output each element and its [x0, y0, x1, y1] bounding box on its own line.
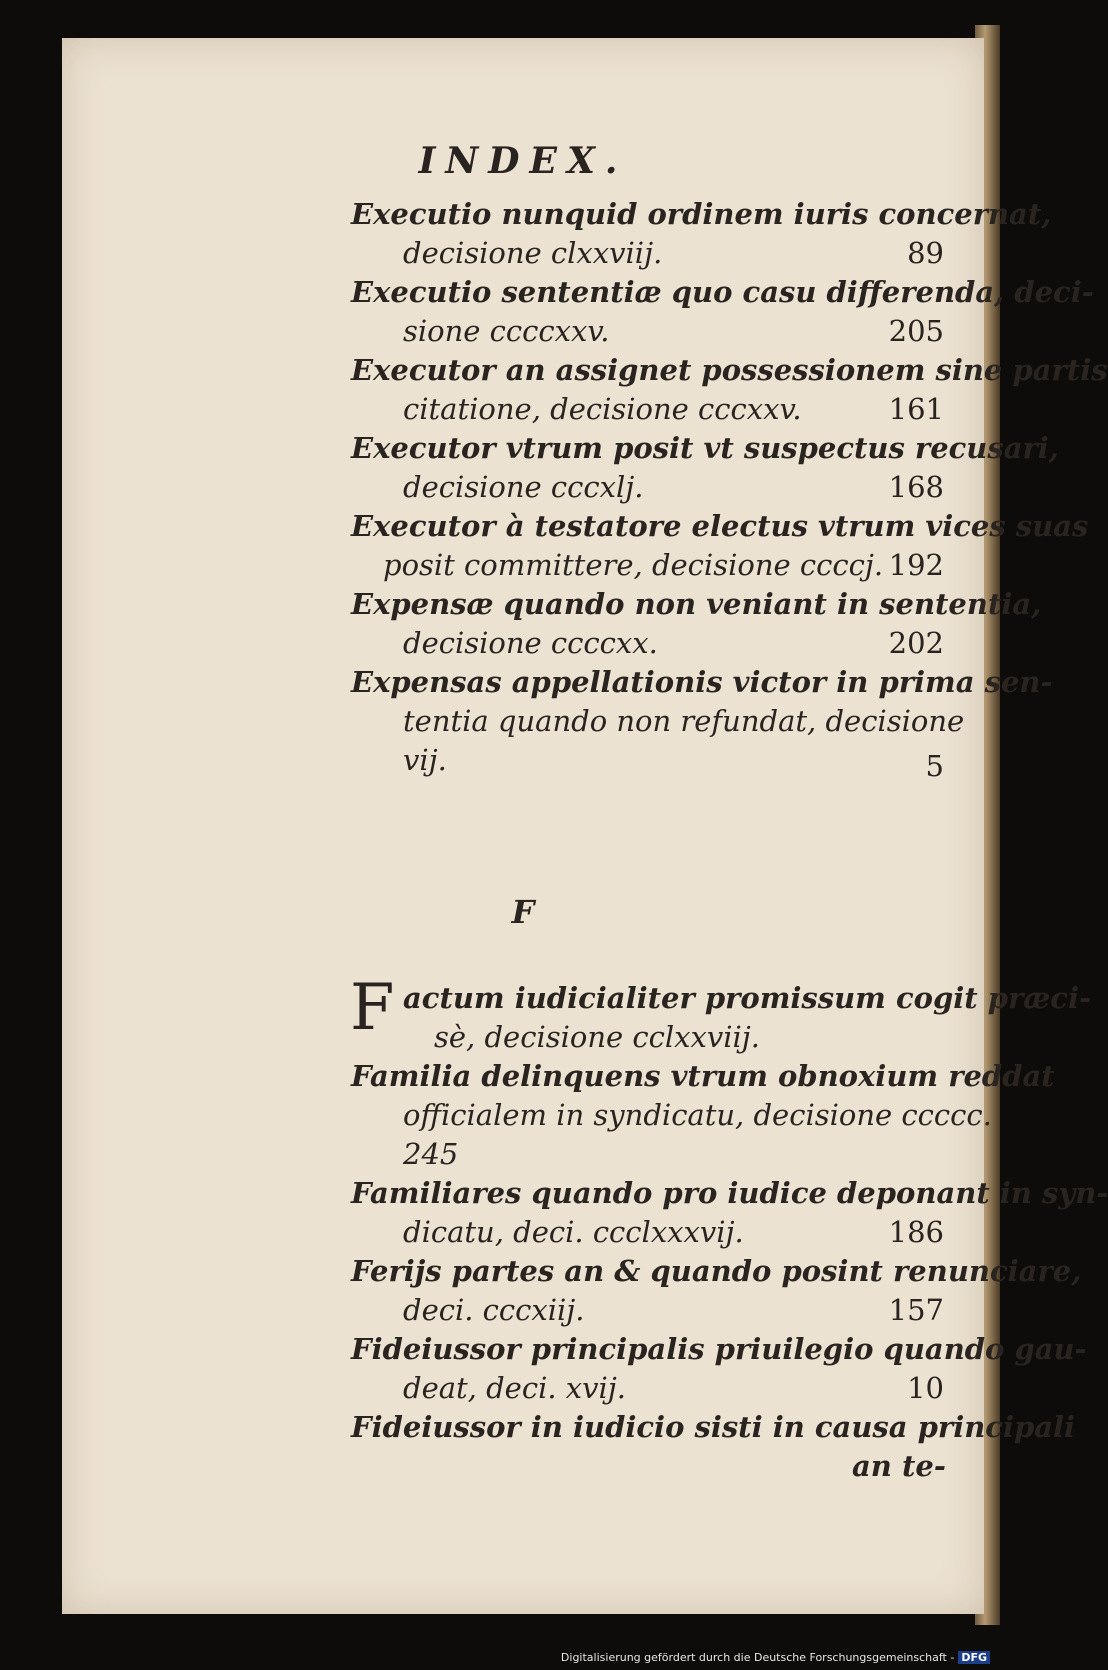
entry-line: Executor vtrum posit vt suspectus recusari, [351, 431, 1059, 465]
entry-line: decisione cccxlj. [403, 470, 644, 504]
entry-page-number: 89 [907, 236, 944, 270]
entry-line: Fideiussor in iudicio sisti in causa principali [351, 1410, 1076, 1444]
drop-cap: F [350, 971, 395, 1045]
entry-line: Executio nunquid ordinem iuris concernat, [351, 197, 1052, 231]
entry-line: tentia quando non refundat, decisione [403, 704, 965, 738]
entry-line: deci. cccxiij. [403, 1293, 585, 1327]
entry-line: vij. [403, 743, 447, 777]
page-content [62, 38, 1108, 1614]
entry-line: Expensæ quando non veniant in sententia, [351, 587, 1042, 621]
dfg-logo: DFG [958, 1651, 990, 1664]
entry-page-number: 161 [888, 392, 944, 426]
entry-line: posit committere, decisione ccccj. [383, 548, 884, 582]
entry-line: 245 [403, 1137, 459, 1171]
entry-page-number: 205 [888, 314, 944, 348]
digitization-footer [561, 1651, 990, 1664]
entry-page-number: 186 [888, 1215, 944, 1249]
entry-line: Familiares quando pro iudice deponant in syn- [351, 1176, 1108, 1210]
page-heading: INDEX. [418, 140, 628, 182]
entry-line: Fideiussor principalis priuilegio quando gau- [351, 1332, 1087, 1366]
entry-line: deat, deci. xvij. [403, 1371, 627, 1405]
entry-line: actum iudicialiter promissum cogit præci- [403, 981, 1092, 1015]
section-letter: F [511, 893, 535, 931]
entry-line: Familia delinquens vtrum obnoxium reddat [351, 1059, 1055, 1093]
catchword: an te- [852, 1449, 946, 1483]
entry-line: decisione clxxviij. [403, 236, 663, 270]
entry-line: Executio sententiæ quo casu differenda, deci- [351, 275, 1094, 309]
entry-page-number: 5 [925, 749, 944, 783]
entry-line: Expensas appellationis victor in prima sen- [351, 665, 1053, 699]
footer-text: Digitalisierung gefördert durch die Deutsche Forschungsgemeinschaft - [560, 1651, 955, 1664]
entry-line: decisione ccccxx. [403, 626, 658, 660]
entry-page-number: 168 [888, 470, 944, 504]
entry-page-number: 192 [888, 548, 944, 582]
entry-page-number: 202 [888, 626, 944, 660]
entry-line: citatione, decisione cccxxv. [403, 392, 802, 426]
entry-line: Ferijs partes an & quando posint renunciare, [351, 1254, 1082, 1288]
entry-line: Executor an assignet possessionem sine partis [351, 353, 1108, 387]
entry-line: sè, decisione cclxxviij. [434, 1020, 761, 1054]
entry-line: dicatu, deci. ccclxxxvij. [403, 1215, 744, 1249]
book-page [62, 38, 1108, 1614]
entry-line: officialem in syndicatu, decisione ccccc. [403, 1098, 992, 1132]
entry-page-number: 157 [888, 1293, 944, 1327]
entry-page-number: 10 [907, 1371, 944, 1405]
entry-line: Executor à testatore electus vtrum vices suas [351, 509, 1089, 543]
entry-line: sione ccccxxv. [403, 314, 610, 348]
